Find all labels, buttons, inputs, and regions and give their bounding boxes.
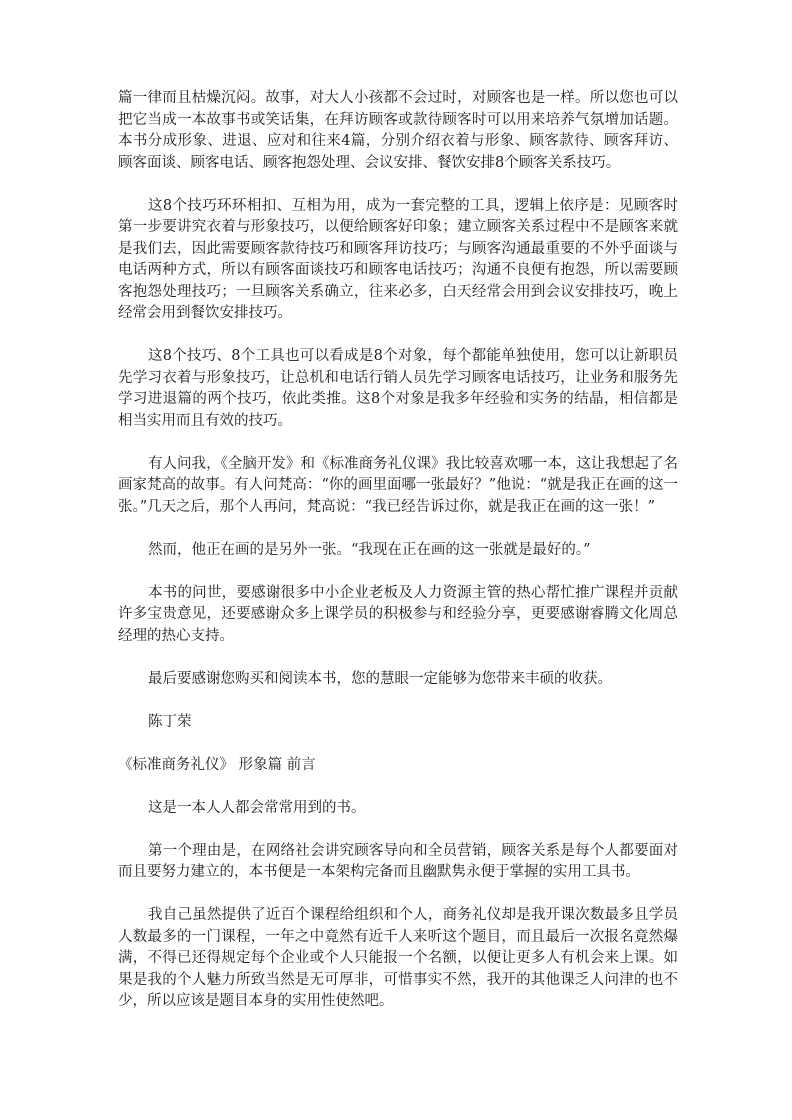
paragraph-van-gogh-quote: 然而，他正在画的是另外一张。“我现在正在画的这一张就是最好的。” [148, 541, 591, 558]
paragraph-skills-logic: 这8个技巧环环相扣、互相为用，成为一套完整的工具，逻辑上依序是：见顾客时第一步要讲究衣着与形象技巧，以便给顾客好印象；建立顾客关系过程中不是顾客来就是我们去，因此需要顾客款待技巧和顾客拜访技巧；与顾客沟通最重要的不外乎面谈与电话两种方式，所以有顾客面谈技巧和顾客电话技巧；沟通不良便有抱怨，所以需要顾客抱怨处理技巧；一旦顾客关系确立，往来必多，白天经常会用到会议安排技巧，晚上经常会用到餐饮安排技巧。 [118, 197, 678, 321]
author-signature: 陈丁荣 [148, 713, 192, 730]
paragraph-acknowledgements: 本书的问世，要感谢很多中小企业老板及人力资源主管的热心帮忙推广课程并贡献许多宝贵意见，还要感谢众多上课学员的积极参与和经验分享，更要感谢睿腾文化周总经理的热心支持。 [118, 584, 678, 644]
document-page [118, 88, 678, 1034]
paragraph-closing-thanks: 最后要感谢您购买和阅读本书，您的慧眼一定能够为您带来丰硕的收获。 [148, 670, 612, 687]
paragraph-first-reason: 第一个理由是，在网络社会讲究顾客导向和全员营销，顾客关系是每个人都要面对而且要努力建立的，本书便是一本架构完备而且幽默隽永便于掌握的实用工具书。 [118, 842, 678, 880]
paragraph-continuation: 篇一律而且枯燥沉闷。故事，对大人小孩都不会过时，对顾客也是一样。所以您也可以把它当成一本故事书或笑话集，在拜访顾客或款待顾客时可以用来培养气氛增加话题。本书分成形象、进退、应对和往来4篇，分别介绍衣着与形象、顾客款待、顾客拜访、顾客面谈、顾客电话、顾客抱怨处理、会议安排、餐饮安排8个顾客关系技巧。 [118, 90, 678, 171]
paragraph-skills-objects: 这8个技巧、8个工具也可以看成是8个对象，每个都能单独使用，您可以让新职员先学习衣着与形象技巧，让总机和电话行销人员先学习顾客电话技巧，让业务和服务先学习进退篇的两个技巧，依此类推。这8个对象是我多年经验和实务的结晶，相信都是相当实用而且有效的技巧。 [118, 348, 678, 429]
paragraph-intro: 这是一本人人都会常常用到的书。 [148, 799, 366, 816]
paragraph-course-popularity: 我自己虽然提供了近百个课程给组织和个人，商务礼仪却是我开课次数最多且学员人数最多的一门课程，一年之中竟然有近千人来听这个题目，而且最后一次报名竟然爆满，不得已还得规定每个企业或个人只能报一个名额，以便让更多人有机会来上课。如果是我的个人魅力所致当然是无可厚非，可惜事实不然，我开的其他课乏人问津的也不少，所以应该是题目本身的实用性使然吧。 [118, 907, 678, 1009]
section-heading: 《标准商务礼仪》 形象篇 前言 [118, 756, 316, 773]
paragraph-van-gogh-story: 有人问我，《全脑开发》和《标准商务礼仪课》我比较喜欢哪一本，这让我想起了名画家梵高的故事。有人问梵高：“你的画里面哪一张最好？”他说：“就是我正在画的这一张。”几天之后，那个人再问，梵高说：“我已经告诉过你，就是我正在画的这一张！” [118, 455, 678, 515]
